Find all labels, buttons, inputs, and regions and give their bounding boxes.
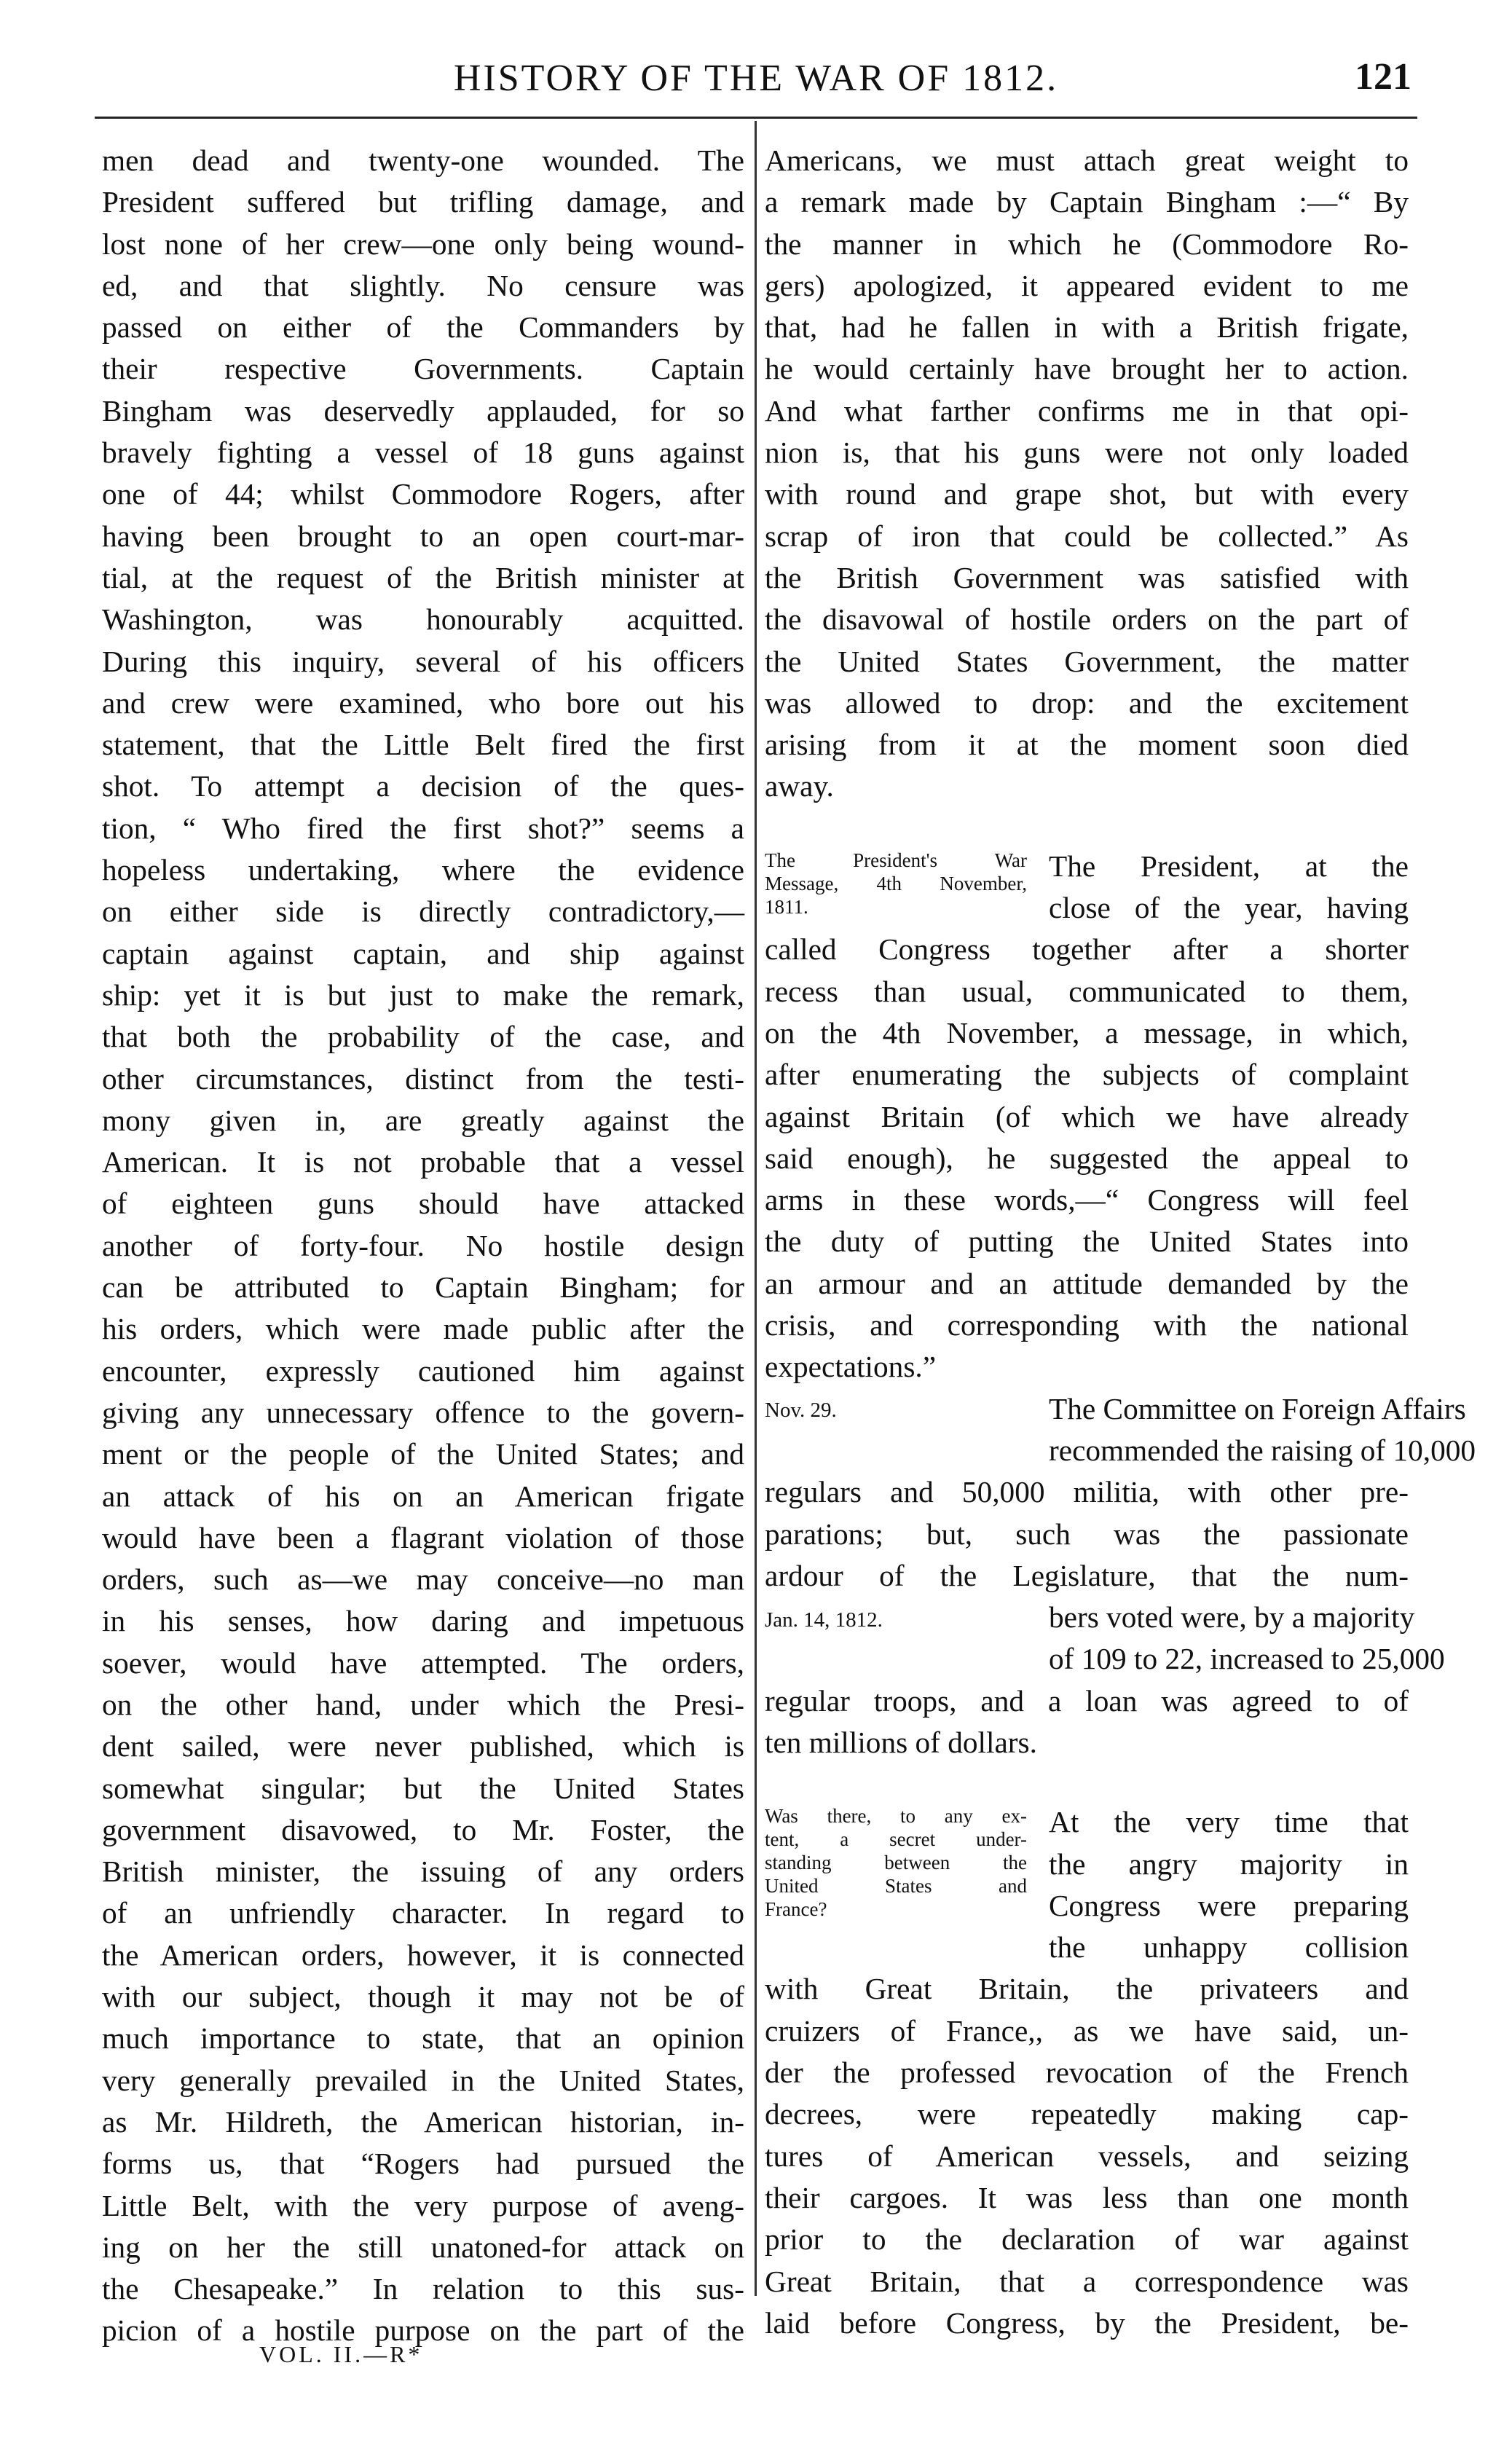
text-line: a remark made by Captain Bingham :—“ By [765, 185, 1409, 219]
text-line: away. [765, 769, 834, 803]
text-line: expectations.” [765, 1350, 937, 1384]
text-line: somewhat singular; but the United States [102, 1771, 744, 1805]
text-line: men dead and twenty-one wounded. The [102, 143, 744, 177]
text-line: captain against captain, and ship against [102, 936, 744, 970]
text-line: Message, 4th November, [765, 872, 1027, 894]
text-line: standing between the [765, 1852, 1027, 1874]
text-line: tial, at the request of the British minister at [102, 560, 744, 594]
text-line: of eighteen guns should have attacked [102, 1187, 744, 1221]
text-line: British minister, the issuing of any orders [102, 1855, 744, 1889]
sidenote-block-presidents-message [765, 846, 1409, 929]
text-line: United States and [765, 1875, 1027, 1897]
text-line: very generally prevailed in the United States, [102, 2063, 744, 2097]
text-line: an armour and an attitude demanded by the [765, 1266, 1409, 1300]
text-line: encounter, expressly cautioned him against [102, 1353, 744, 1388]
text-line: Congress were preparing [1049, 1888, 1409, 1922]
text-line: orders, such as—we may conceive—no man [102, 1562, 744, 1597]
text-line: ed, and that slightly. No censure was [102, 268, 744, 302]
text-line: that both the probability of the case, and [102, 1020, 744, 1054]
sidenote-block-jan-14 [765, 1597, 1445, 1680]
text-line: the Chesapeake.” In relation to this sus- [102, 2272, 744, 2306]
text-line: said enough), he suggested the appeal to [765, 1141, 1409, 1175]
page-number: 121 [1355, 56, 1411, 98]
text-line: hopeless undertaking, where the evidence [102, 853, 744, 887]
text-line: another of forty-four. No hostile design [102, 1228, 744, 1262]
right-column [765, 140, 1476, 2344]
paragraph-committee [765, 1471, 1409, 1597]
text-line: the unhappy collision [1049, 1930, 1409, 1965]
text-line: bers voted were, by a majority [1049, 1600, 1415, 1635]
sidenote-block-france [765, 1801, 1409, 1968]
text-line: one of 44; whilst Commodore Rogers, after [102, 477, 744, 511]
text-line: as Mr. Hildreth, the American historian, in- [102, 2104, 744, 2139]
text-line: an attack of his on an American frigate [102, 1479, 744, 1513]
text-line: France? [765, 1898, 827, 1921]
sidenote-secret-understanding [765, 1804, 1027, 1921]
text-line: American. It is not probable that a vessel [102, 1145, 744, 1179]
paragraph-presidents-message [765, 929, 1409, 1388]
text-line: close of the year, having [1049, 891, 1409, 925]
running-title: HISTORY OF THE WAR OF 1812. [453, 58, 1059, 99]
running-header [95, 52, 1417, 111]
text-line: statement, that the Little Belt fired the first [102, 728, 744, 762]
margin-date-jan-14: Jan. 14, 1812. [765, 1608, 883, 1632]
text-line: nion is, that his guns were not only loaded [765, 436, 1409, 470]
text-line: on the 4th November, a message, in which, [765, 1015, 1409, 1050]
signature-mark: VOL. II.—R* [259, 2341, 423, 2367]
column-divider [755, 121, 757, 2296]
text-line: the angry majority in [1049, 1846, 1409, 1881]
text-line: called Congress together after a shorter [765, 932, 1409, 967]
text-line: other circumstances, distinct from the testi- [102, 1061, 744, 1096]
sidenote-block-nov-29 [765, 1388, 1476, 1472]
text-line: dent sailed, were never published, which is [102, 1729, 744, 1763]
sidenote-presidents-message [765, 849, 1027, 919]
text-line: Americans, we must attach great weight to [765, 143, 1409, 177]
text-line: shot. To attempt a decision of the ques- [102, 769, 744, 803]
text-line: in his senses, how daring and impetuous [102, 1604, 744, 1638]
text-line: cruizers of France,, as we have said, un- [765, 2013, 1409, 2048]
text-line: The President's War [765, 849, 1027, 871]
text-line: scrap of iron that could be collected.” As [765, 519, 1409, 553]
text-line: forms us, that “Rogers had pursued the [102, 2147, 744, 2181]
paragraph-france [765, 1968, 1409, 2344]
paragraph-disavowal [765, 140, 1409, 808]
text-line: lost none of her crew—one only being wound- [102, 227, 744, 261]
text-line: The Committee on Foreign Affairs [1049, 1391, 1466, 1425]
text-line: gers) apologized, it appeared evident to me [765, 268, 1409, 302]
text-line: the manner in which he (Commodore Ro- [765, 227, 1409, 261]
text-line: passed on either of the Commanders by [102, 310, 744, 345]
text-line: government disavowed, to Mr. Foster, the [102, 1812, 744, 1846]
text-line: giving any unnecessary offence to the govern- [102, 1395, 744, 1429]
text-line: of an unfriendly character. In regard to [102, 1896, 744, 1930]
margin-date-nov-29: Nov. 29. [765, 1398, 837, 1422]
text-line: against Britain (of which we have already [765, 1099, 1409, 1133]
text-line: der the professed revocation of the French [765, 2056, 1409, 2090]
text-line: regular troops, and a loan was agreed to of [765, 1683, 1409, 1718]
text-line: regulars and 50,000 militia, with other pre- [765, 1475, 1409, 1509]
text-line: on either side is directly contradictory,— [102, 894, 744, 929]
text-line: And what farther confirms me in that opi- [765, 393, 1409, 428]
text-line: can be attributed to Captain Bingham; for [102, 1270, 744, 1305]
paragraph-committee-continued [765, 1680, 1409, 1764]
text-line: their cargoes. It was less than one month [765, 2180, 1409, 2214]
text-line: Great Britain, that a correspondence was [765, 2264, 1409, 2298]
text-line: decrees, were repeatedly making cap- [765, 2097, 1409, 2131]
text-line: that, had he fallen in with a British frigate, [765, 310, 1409, 345]
text-line: the American orders, however, it is connected [102, 1938, 744, 1972]
text-line: he would certainly have brought her to action. [765, 352, 1409, 386]
text-line: the duty of putting the United States into [765, 1224, 1409, 1259]
text-line: parations; but, such was the passionate [765, 1517, 1409, 1551]
left-column [102, 140, 744, 2352]
text-line: recommended the raising of 10,000 [1049, 1433, 1476, 1467]
text-line: Was there, to any ex- [765, 1805, 1027, 1828]
text-line: crisis, and corresponding with the national [765, 1308, 1409, 1342]
text-line: his orders, which were made public after the [102, 1312, 744, 1346]
text-line: much importance to state, that an opinion [102, 2021, 744, 2056]
text-line: arms in these words,—“ Congress will feel [765, 1183, 1409, 1217]
text-line: ardour of the Legislature, that the num- [765, 1558, 1409, 1592]
text-line: and crew were examined, who bore out his [102, 685, 744, 720]
text-line: Little Belt, with the very purpose of aveng- [102, 2188, 744, 2222]
text-line: ment or the people of the United States; and [102, 1437, 744, 1471]
text-line: Washington, was honourably acquitted. [102, 602, 744, 637]
text-line: the United States Government, the matter [765, 644, 1409, 678]
text-line: picion of a hostile purpose on the part of the [102, 2313, 744, 2348]
text-line: tent, a secret under- [765, 1828, 1027, 1851]
header-rule [95, 117, 1417, 119]
text-line: bravely fighting a vessel of 18 guns against [102, 436, 744, 470]
text-line: soever, would have attempted. The orders, [102, 1645, 744, 1680]
text-line: with Great Britain, the privateers and [765, 1972, 1409, 2006]
text-line: tures of American vessels, and seizing [765, 2139, 1409, 2173]
text-line: ten millions of dollars. [765, 1725, 1037, 1759]
text-line: was allowed to drop: and the excitement [765, 685, 1409, 720]
text-line: ship: yet it is but just to make the remark, [102, 978, 744, 1012]
text-line: At the very time that [1049, 1805, 1409, 1839]
text-line: having been brought to an open court-mar- [102, 519, 744, 553]
text-line: with round and grape shot, but with every [765, 477, 1409, 511]
text-line: ing on her the still unatoned-for attack on [102, 2230, 744, 2264]
text-line: the British Government was satisfied with [765, 560, 1409, 594]
text-line: During this inquiry, several of his officers [102, 644, 744, 678]
text-line: 1811. [765, 895, 808, 918]
text-line: laid before Congress, by the President, be- [765, 2305, 1409, 2340]
text-line: on the other hand, under which the Presi- [102, 1687, 744, 1721]
text-line: Bingham was deservedly applauded, for so [102, 393, 744, 428]
text-line: with our subject, though it may not be of [102, 1980, 744, 2014]
text-line: would have been a flagrant violation of those [102, 1520, 744, 1554]
text-line: tion, “ Who fired the first shot?” seems a [102, 811, 744, 845]
text-line: The President, at the [1049, 849, 1409, 883]
text-line: mony given in, are greatly against the [102, 1103, 744, 1137]
text-line: their respective Governments. Captain [102, 352, 744, 386]
text-line: after enumerating the subjects of complaint [765, 1058, 1409, 1092]
text-line: President suffered but trifling damage, and [102, 185, 744, 219]
text-line: prior to the declaration of war against [765, 2222, 1409, 2257]
text-line: arising from it at the moment soon died [765, 728, 1409, 762]
text-line: the disavowal of hostile orders on the part of [765, 602, 1409, 637]
text-line: of 109 to 22, increased to 25,000 [1049, 1642, 1445, 1676]
text-line: recess than usual, communicated to them, [765, 974, 1409, 1008]
